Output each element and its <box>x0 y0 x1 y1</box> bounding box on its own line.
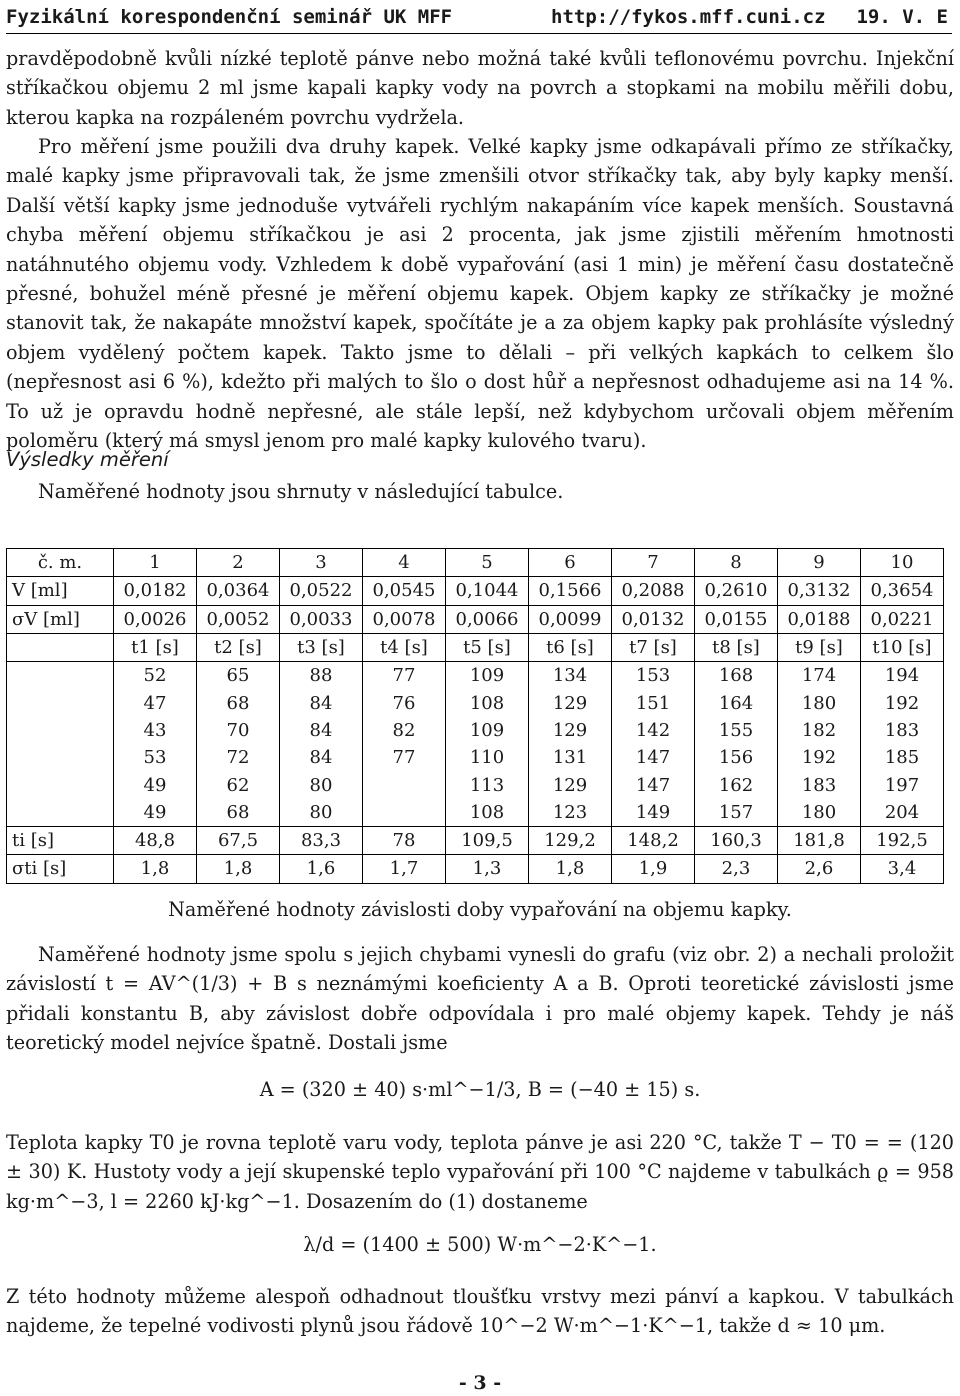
table-cell: 0,0078 <box>363 605 446 633</box>
row-label: ti [s] <box>7 826 114 854</box>
table-cell: 0,0221 <box>861 605 944 633</box>
table-cell: t3 [s] <box>280 633 363 661</box>
table-cell: 0,1566 <box>529 577 612 605</box>
paragraph-2-text: Pro měření jsme použili dva druhy kapek. Velké kapky jsme odkapávali přímo ze stříkačky, malé kapky jsme připravovali tak, že jsme zmenšili otvor stříkačky tak, aby byly kapky menší. Další větší kapky jsme jednoduše vytvářeli rychlým nakapáním více kapek menších. Soustavná chyba měření objemu stříkačkou je asi 2 procenta, jak jsme zjistili měřením hmotnosti natáhnutého objemu vody. Vzhledem k době vypařování (asi 1 min) je měření času dostatečně přesné, bohužel méně přesné je měření objemu kapek. Objem kapky ze stříkačky je možné stanovit tak, že nakapáte množství kapek, spočítáte je a za objem kapky pak prohlásíte výsledný objem vydělený počtem kapek. Takto jsme to dělali – při velkých kapkách to celkem šlo (nepřesnost asi 6 %), kdežto při malých to šlo o dost hůř a nepřesnost odhadujeme asi na 14 %. To už je opravdu hodně nepřesné, ale stále lepší, než kdybychom určovali objem měřením poloměru (který má smysl jenom pro malé kapky kulového tvaru). <box>6 135 954 453</box>
table-cell: 47 <box>114 689 197 716</box>
table-cell: t8 [s] <box>695 633 778 661</box>
paragraph-3 <box>6 940 954 1058</box>
table-cell <box>363 799 446 827</box>
table-cell: 84 <box>280 689 363 716</box>
table-cell: 129 <box>529 717 612 744</box>
table-cell: 183 <box>861 717 944 744</box>
table-cell: 0,0066 <box>446 605 529 633</box>
table-row <box>7 549 944 577</box>
row-label <box>7 662 114 690</box>
table-cell: 80 <box>280 771 363 798</box>
table-cell: 84 <box>280 717 363 744</box>
table-row <box>7 717 944 744</box>
row-label <box>7 633 114 661</box>
table-cell: 147 <box>612 771 695 798</box>
table-cell: 160,3 <box>695 826 778 854</box>
equation-coefficients: A = (320 ± 40) s·ml^−1/3, B = (−40 ± 15) s. <box>259 1078 701 1101</box>
table-intro: Naměřené hodnoty jsou shrnuty v následující tabulce. <box>38 480 564 503</box>
table-cell: 3,4 <box>861 855 944 883</box>
paragraph-4 <box>6 1128 954 1216</box>
table-cell: 88 <box>280 662 363 690</box>
table-cell: 0,0026 <box>114 605 197 633</box>
table-cell: 68 <box>197 689 280 716</box>
table-cell: 109 <box>446 662 529 690</box>
table-row <box>7 826 944 854</box>
table-cell: t5 [s] <box>446 633 529 661</box>
table-cell: 110 <box>446 744 529 771</box>
table-caption: Naměřené hodnoty závislosti doby vypařování na objemu kapky. <box>168 898 792 921</box>
table-cell: 53 <box>114 744 197 771</box>
page-header <box>6 4 948 32</box>
table-cell: 147 <box>612 744 695 771</box>
table-cell: t6 [s] <box>529 633 612 661</box>
table-cell: 129 <box>529 689 612 716</box>
table-cell: 123 <box>529 799 612 827</box>
table-cell: 164 <box>695 689 778 716</box>
table-cell: 109,5 <box>446 826 529 854</box>
page-number: - 3 - <box>458 1372 502 1394</box>
table-cell: 155 <box>695 717 778 744</box>
table-row <box>7 744 944 771</box>
table-cell: 82 <box>363 717 446 744</box>
table-cell: 180 <box>778 799 861 827</box>
table-cell: 83,3 <box>280 826 363 854</box>
table-cell: 4 <box>363 549 446 577</box>
table-cell: 204 <box>861 799 944 827</box>
table-cell: 192 <box>778 744 861 771</box>
table-cell: 84 <box>280 744 363 771</box>
table-cell: 129,2 <box>529 826 612 854</box>
table-cell: 10 <box>861 549 944 577</box>
table-cell: 70 <box>197 717 280 744</box>
table-cell: 134 <box>529 662 612 690</box>
table-cell: 0,2610 <box>695 577 778 605</box>
table-cell <box>363 771 446 798</box>
table-cell: 194 <box>861 662 944 690</box>
table-cell: 113 <box>446 771 529 798</box>
table-cell: 78 <box>363 826 446 854</box>
table-cell: 7 <box>612 549 695 577</box>
table-cell: t2 [s] <box>197 633 280 661</box>
table-cell: 149 <box>612 799 695 827</box>
equation-lambda-d: λ/d = (1400 ± 500) W·m^−2·K^−1. <box>303 1233 657 1256</box>
table-cell: 180 <box>778 689 861 716</box>
table-cell: 0,1044 <box>446 577 529 605</box>
table-cell: 174 <box>778 662 861 690</box>
table-cell: 129 <box>529 771 612 798</box>
table-cell: 151 <box>612 689 695 716</box>
table-cell: 80 <box>280 799 363 827</box>
table-cell: 1,8 <box>529 855 612 883</box>
paragraph-1 <box>6 44 954 132</box>
row-label: σV [ml] <box>7 605 114 633</box>
table-row <box>7 855 944 883</box>
table-cell: 72 <box>197 744 280 771</box>
table-cell: 0,2088 <box>612 577 695 605</box>
table-cell: 0,0182 <box>114 577 197 605</box>
table-cell: 182 <box>778 717 861 744</box>
table-cell: t7 [s] <box>612 633 695 661</box>
table-row <box>7 771 944 798</box>
paragraph-5 <box>6 1282 954 1341</box>
table-cell: 148,2 <box>612 826 695 854</box>
table-cell: t1 [s] <box>114 633 197 661</box>
table-cell: 0,0188 <box>778 605 861 633</box>
table-cell: 1,8 <box>197 855 280 883</box>
table-cell: 0,0155 <box>695 605 778 633</box>
table-cell: 0,0522 <box>280 577 363 605</box>
table-cell: 192 <box>861 689 944 716</box>
table-cell: 2,3 <box>695 855 778 883</box>
paragraph-1-text: pravděpodobně kvůli nízké teplotě pánve nebo možná také kvůli teflonovému povrchu. Injekční stříkačkou objemu 2 ml jsme kapali kapky vody na povrch a stopkami na mobilu měřili dobu, kterou kapka na rozpáleném povrchu vydržela. <box>6 47 954 129</box>
table-cell: 1,8 <box>114 855 197 883</box>
table-cell: 0,3132 <box>778 577 861 605</box>
table-cell: 181,8 <box>778 826 861 854</box>
table-cell: 1,7 <box>363 855 446 883</box>
table-cell: 1,3 <box>446 855 529 883</box>
header-url: http://fykos.mff.cuni.cz <box>551 6 826 28</box>
row-label <box>7 744 114 771</box>
table-cell: 108 <box>446 799 529 827</box>
table-cell: 3 <box>280 549 363 577</box>
paragraph-2 <box>6 132 954 455</box>
table-cell: 0,0364 <box>197 577 280 605</box>
table-cell: 168 <box>695 662 778 690</box>
table-cell: t9 [s] <box>778 633 861 661</box>
table-cell: 68 <box>197 799 280 827</box>
table-row <box>7 577 944 605</box>
header-rule <box>6 33 952 34</box>
row-label <box>7 717 114 744</box>
table-cell: 1,9 <box>612 855 695 883</box>
table-cell: 192,5 <box>861 826 944 854</box>
table-cell: 0,0052 <box>197 605 280 633</box>
table-cell: 0,3654 <box>861 577 944 605</box>
table-cell: 77 <box>363 744 446 771</box>
table-cell: 43 <box>114 717 197 744</box>
header-seminar: Fyzikální korespondenční seminář UK MFF <box>6 6 453 28</box>
table-cell: 157 <box>695 799 778 827</box>
table-cell: 2,6 <box>778 855 861 883</box>
table-row <box>7 662 944 690</box>
table-cell: 62 <box>197 771 280 798</box>
table-cell: 109 <box>446 717 529 744</box>
row-label <box>7 799 114 827</box>
table-cell: 49 <box>114 799 197 827</box>
table-cell: 156 <box>695 744 778 771</box>
table-cell: 153 <box>612 662 695 690</box>
paragraph-5-text: Z této hodnoty můžeme alespoň odhadnout tloušťku vrstvy mezi pánví a kapkou. V tabulkách najdeme, že tepelné vodivosti plynů jsou řádově 10^−2 W·m^−1·K^−1, takže d ≈ 10 μm. <box>6 1285 954 1338</box>
table-cell: t10 [s] <box>861 633 944 661</box>
table-cell: 108 <box>446 689 529 716</box>
table-cell: 77 <box>363 662 446 690</box>
table-cell: 2 <box>197 549 280 577</box>
table-row <box>7 633 944 661</box>
table-cell: 76 <box>363 689 446 716</box>
header-series: 19. V. E <box>856 6 948 28</box>
row-label: σti [s] <box>7 855 114 883</box>
table-cell: 0,0545 <box>363 577 446 605</box>
row-label <box>7 689 114 716</box>
table-cell: 5 <box>446 549 529 577</box>
table-cell: 162 <box>695 771 778 798</box>
paragraph-3-text: Naměřené hodnoty jsme spolu s jejich chybami vynesli do grafu (viz obr. 2) a nechali proložit závislostí t = AV^(1/3) + B s neznámými koeficienty A a B. Oproti teoretické závislosti jsme přidali konstantu B, aby závislost dobře odpovídala i pro malé objemy kapek. Tehdy je náš teoretický model nejvíce špatně. Dostali jsme <box>6 943 954 1055</box>
table-cell: 1,6 <box>280 855 363 883</box>
table-row <box>7 605 944 633</box>
row-label: V [ml] <box>7 577 114 605</box>
row-label <box>7 771 114 798</box>
table-cell: 142 <box>612 717 695 744</box>
table-row <box>7 799 944 827</box>
table-cell: 48,8 <box>114 826 197 854</box>
table-cell: 65 <box>197 662 280 690</box>
section-heading: Výsledky měření <box>6 448 169 471</box>
table-cell: 67,5 <box>197 826 280 854</box>
table-row <box>7 689 944 716</box>
row-label: č. m. <box>7 549 114 577</box>
table-cell: 183 <box>778 771 861 798</box>
table-cell: 0,0099 <box>529 605 612 633</box>
table-cell: 8 <box>695 549 778 577</box>
table-cell: 1 <box>114 549 197 577</box>
table-cell: 0,0132 <box>612 605 695 633</box>
table-cell: 49 <box>114 771 197 798</box>
table-cell: 131 <box>529 744 612 771</box>
table-cell: 6 <box>529 549 612 577</box>
table-cell: 197 <box>861 771 944 798</box>
table-cell: 52 <box>114 662 197 690</box>
table-cell: 185 <box>861 744 944 771</box>
paragraph-4-text: Teplota kapky T0 je rovna teplotě varu vody, teplota pánve je asi 220 °C, takže T − T0 = = (120 ± 30) K. Hustoty vody a její skupenské teplo vypařování při 100 °C najdeme v tabulkách ϱ = 958 kg·m^−3, l = 2260 kJ·kg^−1. Dosazením do (1) dostaneme <box>6 1131 954 1213</box>
measurement-table <box>6 548 944 884</box>
table-cell: t4 [s] <box>363 633 446 661</box>
table-cell: 9 <box>778 549 861 577</box>
table-cell: 0,0033 <box>280 605 363 633</box>
